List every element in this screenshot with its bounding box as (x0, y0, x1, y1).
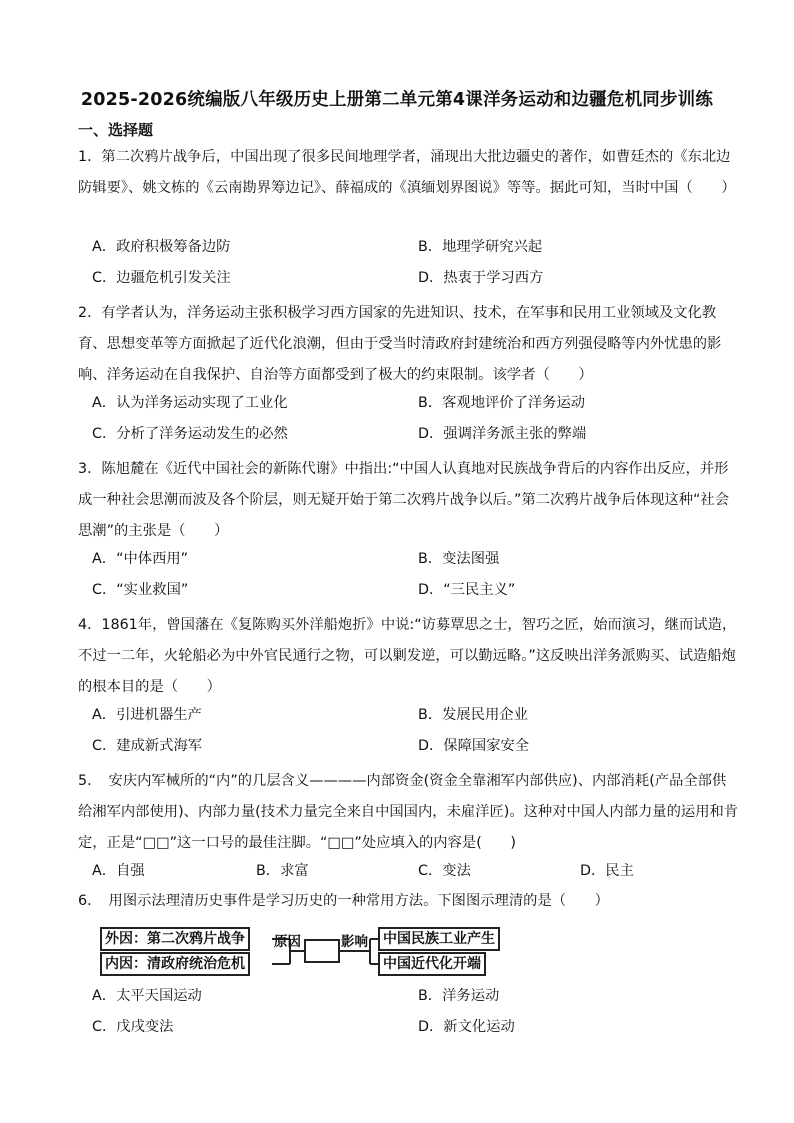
question-1-option-a[interactable]: A．政府积极筹备边防 (92, 239, 231, 255)
section-heading: 一、选择题 (78, 121, 154, 139)
question-5-stem: 5． 安庆内军械所的“内”的几层含义————内部资金(资金全靠湘军内部供应)、内部消耗(产品全部供给湘军内部使用)、内部力量(技术力量完全来自中国国内，未雇洋匠)。这种对中国人内部力量的运用和肯定，正是“□□”这一口号的最佳注脚。“□□”处应填入的内容是( ) (78, 773, 739, 851)
diagram-external-cause: 外因：第二次鸦片战争 (100, 927, 250, 951)
diagram-cause-label: 原因 (274, 934, 301, 950)
question-4-option-d[interactable]: D．保障国家安全 (418, 738, 530, 754)
question-5-option-a[interactable]: A．自强 (92, 863, 145, 879)
question-4-option-b[interactable]: B．发展民用企业 (418, 707, 528, 723)
question-3-stem: 3．陈旭麓在《近代中国社会的新陈代谢》中指出:“中国人认真地对民族战争背后的内容作出反应，并形成一种社会思潮而波及各个阶层，则无疑开始于第二次鸦片战争以后。”第二次鸦片战争后体现这种“社会思潮”的主张是（ ） (78, 461, 730, 539)
diagram-internal-cause: 内因：清政府统治危机 (100, 952, 250, 976)
question-2-stem: 2．有学者认为，洋务运动主张积极学习西方国家的先进知识、技术，在军事和民用工业领域及文化教育、思想变革等方面掀起了近代化浪潮，但由于受当时清政府封建统治和西方列强侵略等内外忧患的影响、洋务运动在自我保护、自治等方面都受到了极大的约束限制。该学者（ ） (78, 305, 722, 383)
diagram-effect-2: 中国近代化开端 (378, 952, 486, 976)
diagram-effect-label: 影响 (341, 934, 368, 950)
diagram-blank-box (305, 940, 339, 962)
question-3-option-b[interactable]: B．变法图强 (418, 551, 500, 567)
question-2-option-a[interactable]: A．认为洋务运动实现了工业化 (92, 395, 288, 411)
question-1-option-d[interactable]: D．热衷于学习西方 (418, 270, 544, 286)
question-3-option-d[interactable]: D．“三民主义” (418, 582, 516, 598)
question-5-option-b[interactable]: B．求富 (256, 863, 309, 879)
question-2-option-d[interactable]: D．强调洋务派主张的弊端 (418, 426, 587, 442)
question-6-option-b[interactable]: B．洋务运动 (418, 988, 500, 1004)
question-2-option-b[interactable]: B．客观地评价了洋务运动 (418, 395, 586, 411)
question-6-stem: 6． 用图示法理清历史事件是学习历史的一种常用方法。下图图示理清的是（ ） (78, 893, 609, 909)
cause-effect-diagram (100, 925, 510, 977)
question-4-option-c[interactable]: C．建成新式海军 (92, 738, 203, 754)
question-4-stem: 4．1861年，曾国藩在《复陈购买外洋船炮折》中说:“访募覃思之士，智巧之匠，始而演习，继而试造，不过一二年，火轮船必为中外官民通行之物，可以剿发逆，可以勤远略。”这反映出洋务派购买、试造船炮的根本目的是（ ） (78, 617, 737, 695)
question-3-option-c[interactable]: C．“实业救国” (92, 582, 189, 598)
question-4-option-a[interactable]: A．引进机器生产 (92, 707, 202, 723)
question-5-option-c[interactable]: C．变法 (418, 863, 471, 879)
question-6-option-c[interactable]: C．戊戌变法 (92, 1019, 174, 1035)
question-1-stem: 1．第二次鸦片战争后，中国出现了很多民间地理学者，涌现出大批边疆史的著作，如曹廷杰的《东北边防辑要》、姚文栋的《云南勘界筹边记》、薛福成的《滇缅划界图说》等等。据此可知，当时中国（ ） (78, 149, 736, 196)
question-1-option-b[interactable]: B．地理学研究兴起 (418, 239, 543, 255)
question-6-option-d[interactable]: D．新文化运动 (418, 1019, 515, 1035)
question-2-option-c[interactable]: C．分析了洋务运动发生的必然 (92, 426, 288, 442)
question-6-option-a[interactable]: A．太平天国运动 (92, 988, 202, 1004)
question-3-option-a[interactable]: A．“中体西用” (92, 551, 189, 567)
diagram-effect-1: 中国民族工业产生 (378, 927, 500, 951)
document-title: 2025-2026统编版八年级历史上册第二单元第4课洋务运动和边疆危机同步训练 (80, 90, 714, 110)
question-1-option-c[interactable]: C．边疆危机引发关注 (92, 270, 231, 286)
question-5-option-d[interactable]: D．民主 (580, 863, 634, 879)
